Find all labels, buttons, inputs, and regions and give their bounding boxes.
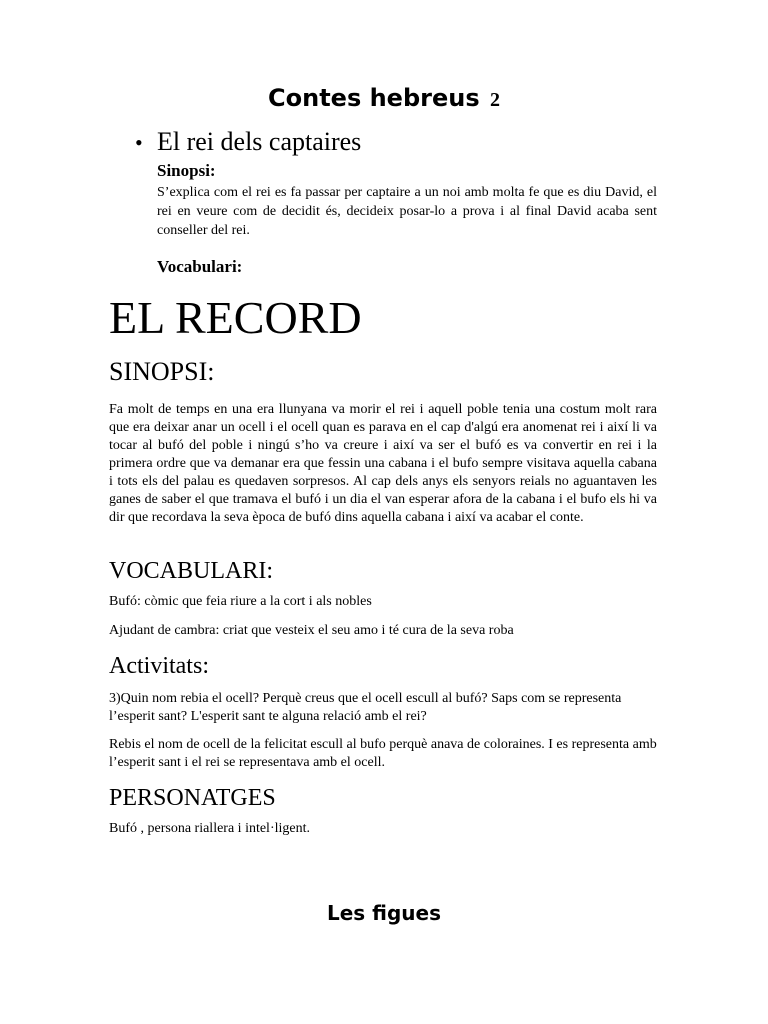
story-title-el-rei-dels-captaires: El rei dels captaires xyxy=(157,127,362,156)
activity-answer: Rebis el nom de ocell de la felicitat escull al bufo perquè anava de coloraines. I es representa amb l’esperit sant i el rei se representava amb el ocell. xyxy=(109,737,657,770)
activities-heading: Activitats: xyxy=(109,653,209,679)
document-title xyxy=(0,84,768,112)
document-title-number: 2 xyxy=(489,89,500,111)
synopsis-paragraph: Fa molt de temps en una era llunyana va morir el rei i aquell poble tenia una costum molt rara que era deixar anar un ocell i el ocell quan es parava en el cap d'algú era anomenat rei i així li va tocar al bufó del poble i ningú s’ho va creure i així va ser el bufó es va convertir en rei i la primera ordre que va demanar era que fessin una cabana i el bufo sempre visitava aquella cabana i tots els del palau es quedaven sorpresos. Al cap dels anys els senyors reials no aguantaven les ganes de saber el que tramava el bufó i un dia el van esperar afora de la cabana i el bufo els hi va dir que recordava la seva època de bufó dins aquella cabana i així va acabar el conte. xyxy=(109,402,657,525)
bullet-icon: • xyxy=(135,130,143,155)
vocabulary-item: Bufó: còmic que feia riure a la cort i als nobles xyxy=(109,594,372,609)
synopsis-heading: Sinopsi: xyxy=(157,161,216,180)
vocabulary-item: Ajudant de cambra: criat que vesteix el seu amo i té cura de la seva roba xyxy=(109,623,514,638)
activity-question: 3)Quin nom rebia el ocell? Perquè creus que el ocell escull al bufó? Saps com se representa l’esperit sant? L'esperit sant te alguna relació amb el rei? xyxy=(109,691,622,724)
character-item: Bufó , persona riallera i intel·ligent. xyxy=(109,821,310,836)
story-title-les-figues: Les figues xyxy=(326,901,442,925)
document-title-text: Contes hebreus xyxy=(268,84,480,112)
synopsis-heading: SINOPSI: xyxy=(109,357,215,386)
synopsis-paragraph: S’explica com el rei es fa passar per captaire a un noi amb molta fe que es diu David, el rei en veure com de decidit és, decideix posar-lo a prova i al final David acaba sent conseller del rei. xyxy=(157,185,657,238)
story-title-el-record: EL RECORD xyxy=(109,292,362,343)
vocabulary-heading: VOCABULARI: xyxy=(109,558,274,584)
characters-heading: PERSONATGES xyxy=(109,785,276,811)
vocabulary-heading: Vocabulari: xyxy=(157,257,243,276)
